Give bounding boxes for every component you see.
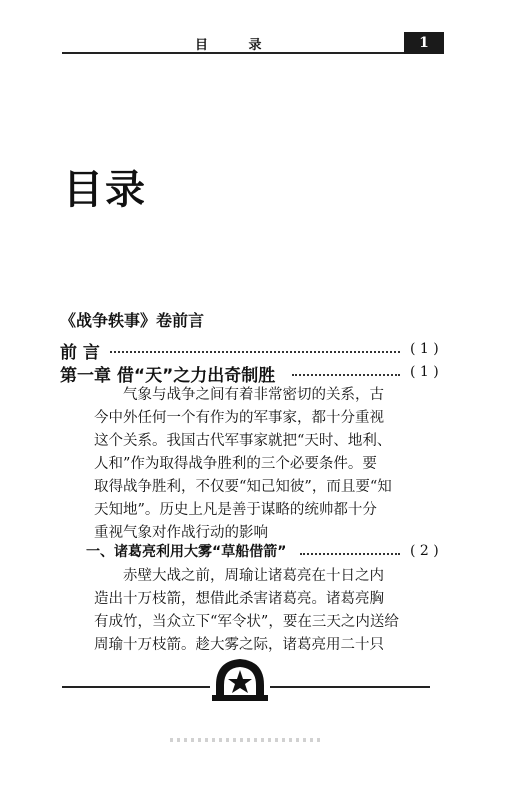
toc-entry-preface-page[interactable]: ( 1 ) — [410, 341, 439, 357]
section1-summary — [94, 565, 434, 657]
chapter1-summary — [94, 384, 434, 545]
page-number: 1 — [404, 32, 444, 54]
summary-line: 天知地”。历史上凡是善于谋略的统帅都十分 — [94, 502, 377, 518]
header-title: 目 录 — [195, 38, 280, 53]
toc-entry-chapter1-page[interactable]: ( 1 ) — [410, 364, 439, 380]
summary-line: 今中外任何一个有作为的军事家，都十分重视 — [94, 410, 384, 426]
toc-leader-dots — [300, 553, 400, 555]
summary-line: 气象与战争之间有着非常密切的关系，古 — [123, 387, 384, 403]
summary-line: 周瑜十万枝箭。趁大雾之际，诸葛亮用二十只 — [94, 637, 384, 653]
toc-entry-section1-label[interactable]: 一、诸葛亮利用大雾“草船借箭” — [86, 544, 287, 560]
footer-rule-right — [270, 686, 430, 688]
book-preface-title: 《战争轶事》卷前言 — [60, 311, 205, 330]
footer-rule-left — [62, 686, 210, 688]
toc-entry-preface-label[interactable]: 前 言 — [60, 343, 100, 363]
toc-entry-chapter1-label[interactable]: 第一章 借“天”之力出奇制胜 — [60, 366, 276, 386]
summary-line: 赤壁大战之前，周瑜让诸葛亮在十日之内 — [123, 568, 384, 584]
summary-line: 取得战争胜利，不仅要“知己知彼”，而且要“知 — [94, 479, 392, 495]
summary-line: 造出十万枝箭，想借此杀害诸葛亮。诸葛亮胸 — [94, 591, 384, 607]
summary-line: 重视气象对作战行动的影响 — [94, 525, 268, 541]
summary-line: 人和”作为取得战争胜利的三个必要条件。要 — [94, 456, 377, 472]
toc-leader-dots — [110, 351, 400, 353]
summary-line: 这个关系。我国古代军事家就把“天时、地利、 — [94, 433, 392, 449]
star-emblem-icon — [212, 655, 268, 701]
header-rule — [62, 52, 405, 54]
toc-heading: 目录 — [63, 167, 147, 213]
toc-leader-dots — [292, 374, 400, 376]
scan-smudge — [170, 738, 320, 742]
summary-line: 有成竹，当众立下“军令状”，要在三天之内送给 — [94, 614, 399, 630]
toc-entry-section1-page[interactable]: ( 2 ) — [410, 543, 439, 559]
